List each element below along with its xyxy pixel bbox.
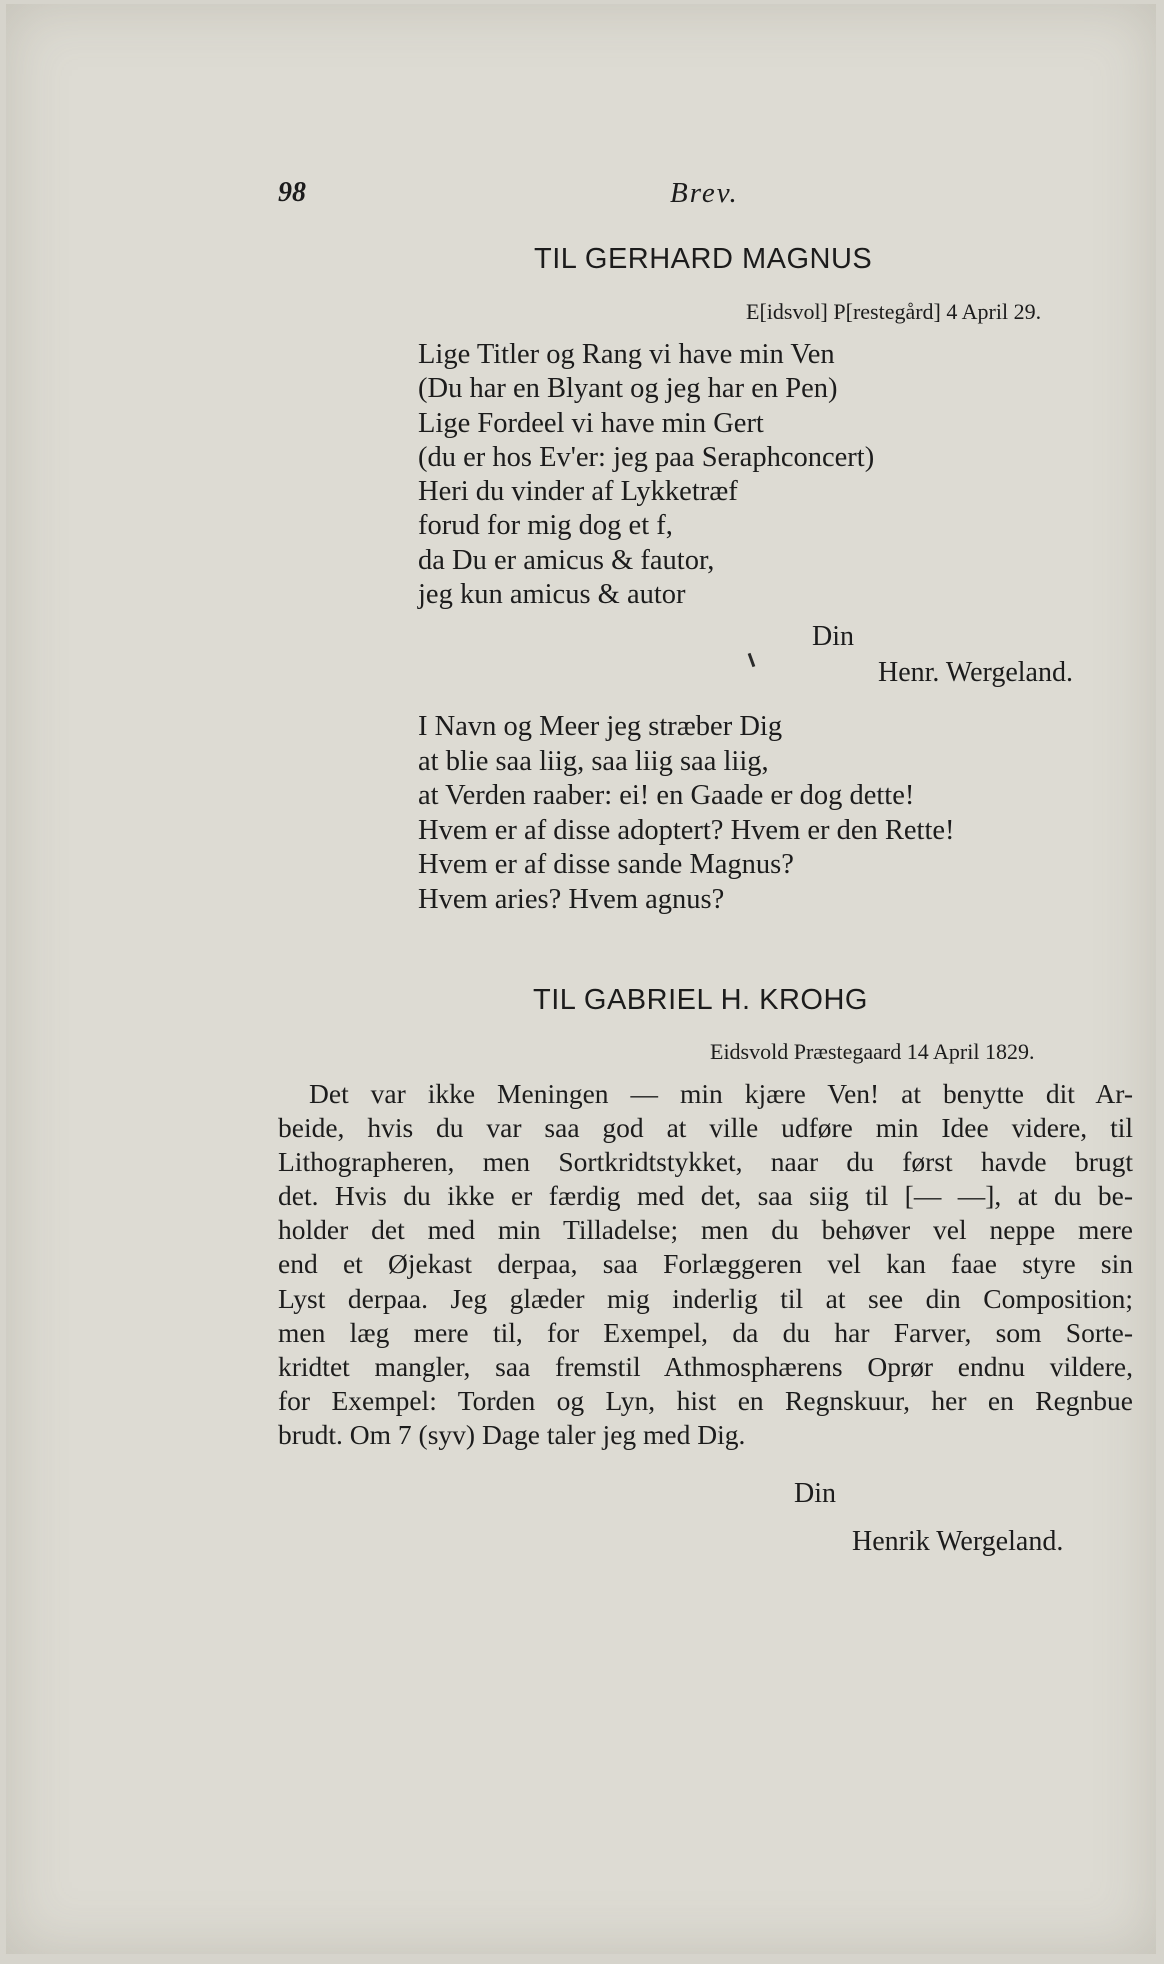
body-line: end et Øjekast derpaa, saa Forlæggeren vel kan faae styre sin (278, 1248, 1133, 1280)
letter1-signature: Henr. Wergeland. (878, 657, 1073, 688)
verse-line: jeg kun amicus & autor (418, 579, 686, 611)
verse-line: at blie saa liig, saa liig saa liig, (418, 745, 769, 777)
verse-line: Hvem aries? Hvem agnus? (418, 883, 725, 915)
letter2-signature: Henrik Wergeland. (852, 1526, 1064, 1557)
letter1-verse2 (418, 710, 955, 917)
ink-mark (748, 653, 756, 667)
body-line: Det var ikke Meningen — min kjære Ven! at benytte dit Ar- (309, 1078, 1133, 1109)
verse-line: Heri du vinder af Lykketræf (418, 476, 738, 508)
letter2-body (278, 1077, 1133, 1452)
body-line: det. Hvis du ikke er færdig med det, saa siig til [— —], at du be- (278, 1180, 1133, 1212)
page-number: 98 (278, 177, 306, 208)
body-line: beide, hvis du var saa god at ville udføre min Idee videre, til (278, 1112, 1133, 1144)
body-line: brudt. Om 7 (syv) Dage taler jeg med Dig. (278, 1418, 746, 1450)
verse-line: Lige Fordeel vi have min Gert (418, 407, 764, 439)
letter1-verse (418, 338, 874, 612)
page-header (6, 169, 1156, 209)
verse-line: Hvem er af disse sande Magnus? (418, 849, 794, 880)
letter1-dateline: E[idsvol] P[restegård] 4 April 29. (746, 299, 1042, 324)
verse-line: at Verden raaber: ei! en Gaade er dog dette! (418, 780, 915, 811)
letter1-closing: Din (812, 621, 854, 652)
body-line: Lyst derpaa. Jeg glæder mig inderlig til at see din Composition; (278, 1282, 1133, 1314)
body-line: kridtet mangler, saa fremstil Athmosphærens Oprør endnu vildere, (278, 1350, 1133, 1382)
running-head: Brev. (670, 177, 739, 209)
book-page (6, 4, 1156, 1954)
verse-line: da Du er amicus & fautor, (418, 544, 715, 576)
letter2-dateline: Eidsvold Præstegaard 14 April 1829. (710, 1039, 1035, 1064)
letter1-title: TIL GERHARD MAGNUS (534, 243, 873, 275)
verse-line: Hvem er af disse adoptert? Hvem er den Rette! (418, 814, 955, 846)
letter2-closing: Din (794, 1478, 836, 1509)
verse-line: Lige Titler og Rang vi have min Ven (418, 339, 835, 370)
verse-line: (du er hos Ev'er: jeg paa Seraphconcert) (418, 441, 875, 473)
verse-line: (Du har en Blyant og jeg har en Pen) (418, 373, 838, 405)
letter2-title: TIL GABRIEL H. KROHG (533, 984, 868, 1016)
body-line: for Exempel: Torden og Lyn, hist en Regnskuur, her en Regnbue (278, 1384, 1133, 1416)
body-line: men læg mere til, for Exempel, da du har Farver, som Sorte- (278, 1316, 1133, 1348)
body-line: holder det med min Tilladelse; men du behøver vel neppe mere (278, 1214, 1133, 1246)
body-line: Lithographeren, men Sortkridtstykket, naar du først havde brugt (278, 1146, 1133, 1178)
verse-line: forud for mig dog et f, (418, 510, 673, 542)
verse-line: I Navn og Meer jeg stræber Dig (418, 711, 783, 742)
